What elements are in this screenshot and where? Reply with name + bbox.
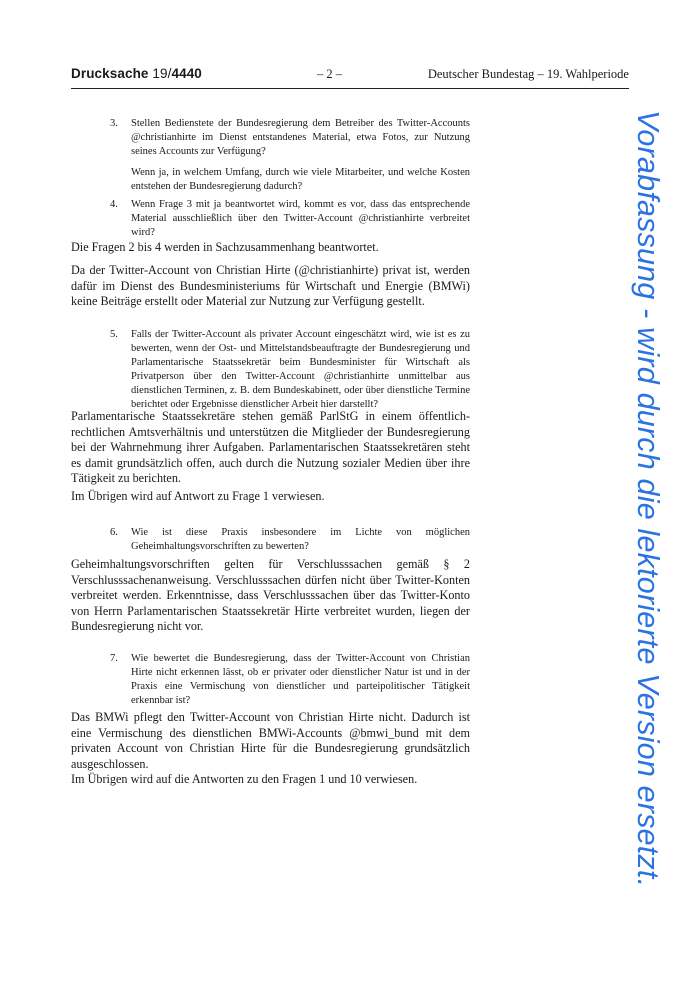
doc-number: 4440	[171, 66, 202, 81]
answer-paragraph: Das BMWi pflegt den Twitter-Account von Christian Hirte nicht. Dadurch ist eine Vermischung des dienstlichen BMWi-Accounts @bmwi_bund mit dem privaten Account von Christian Hirte für die Bundesregierung grundsätzlich ausgeschlossen.	[71, 710, 470, 771]
page-header	[71, 66, 629, 89]
doc-number-prefix: 19/	[152, 66, 172, 81]
answer-paragraph: Im Übrigen wird auf Antwort zu Frage 1 verwiesen.	[71, 489, 325, 503]
question-text: Wie ist diese Praxis insbesondere im Lichte von möglichen Geheimhaltungsvorschriften zu bewerten?	[131, 527, 470, 553]
page-number: – 2 –	[317, 67, 342, 81]
question-number: 4.	[110, 199, 118, 210]
question-text: Wenn ja, in welchem Umfang, durch wie viele Mitarbeiter, und welche Kosten entstehen der Bundesregierung dadurch?	[131, 167, 470, 193]
institution-label: Deutscher Bundestag – 19. Wahlperiode	[427, 67, 629, 81]
answer-paragraph: Parlamentarische Staatssekretäre stehen gemäß ParlStG in einem öffentlich-rechtlichen Amtsverhältnis und unterstützen die Mitglieder der Bundesregierung bei der Wahrnehmung ihrer Aufgaben. Parlamentarischen Staatssekretären steht es damit grundsätzlich offen, auch durch die Nutzung sozialer Medien über ihre Tätigkeit zu berichten.	[71, 409, 470, 486]
question-3	[110, 117, 470, 194]
question-text: Stellen Bedienstete der Bundesregierung dem Betreiber des Twitter-Accounts @christianhirte im Dienst entstandenes Material, etwa Fotos, zur Nutzung seines Accounts zur Verfügung?	[131, 118, 470, 158]
question-number: 7.	[110, 653, 118, 664]
question-6	[110, 526, 470, 554]
answer-paragraph: Da der Twitter-Account von Christian Hirte (@christianhirte) privat ist, werden dafür im Dienst des Bundesministeriums für Wirtschaft und Energie (BMWi) keine Beiträge erstellt oder Material zur Nutzung zur Verfügung gestellt.	[71, 263, 470, 309]
question-text: Falls der Twitter-Account als privater Account eingeschätzt wird, wie ist es zu bewerten, wenn der Ost- und Mittelstandsbeauftragte der Bundesregierung und Parlamentarische Staatssekretär beim Bundesminister für Wirtschaft als Privatperson über den Twitter-Account @christianhirte unmittelbar aus dienstlichen Terminen, z. B. dem Bundeskabinett, oder über dienstliche Termine berichtet oder Ergebnisse dienstlicher Arbeit hier darstellt?	[131, 329, 470, 411]
answer-paragraph: Im Übrigen wird auf die Antworten zu den Fragen 1 und 10 verwiesen.	[71, 772, 418, 786]
draft-watermark: Vorabfassung - wird durch die lektorierte Version ersetzt.	[631, 110, 665, 888]
question-number: 3.	[110, 118, 118, 129]
question-text: Wenn Frage 3 mit ja beantwortet wird, kommt es vor, dass das entsprechende Material ausschließlich über den Twitter-Account @christianhirte verbreitet wird?	[131, 199, 470, 239]
answer-paragraph: Die Fragen 2 bis 4 werden in Sachzusammenhang beantwortet.	[71, 240, 379, 254]
question-5	[110, 328, 470, 413]
question-number: 6.	[110, 527, 118, 538]
question-number: 5.	[110, 329, 118, 340]
document-number	[71, 66, 202, 81]
question-text: Wie bewertet die Bundesregierung, dass der Twitter-Account von Christian Hirte nicht erkennen lässt, ob er privater oder dienstlicher Natur ist und in der Praxis eine Vermischung von dienstlicher und parteipolitischer Tätigkeit erkennbar ist?	[131, 653, 470, 707]
question-4	[110, 198, 470, 240]
doc-label: Drucksache	[71, 66, 149, 81]
question-7	[110, 652, 470, 708]
answer-paragraph: Geheimhaltungsvorschriften gelten für Verschlusssachen gemäß § 2 Verschlusssachenanweisung. Verschlusssachen dürfen nicht über Twitter-Konten verbreitet werden. Erkenntnisse, dass Verschlusssachen über das Twitter-Konto von Herrn Parlamentarischen Staatssekretär Hirte verbreitet wurden, liegen der Bundesregierung nicht vor.	[71, 557, 470, 634]
